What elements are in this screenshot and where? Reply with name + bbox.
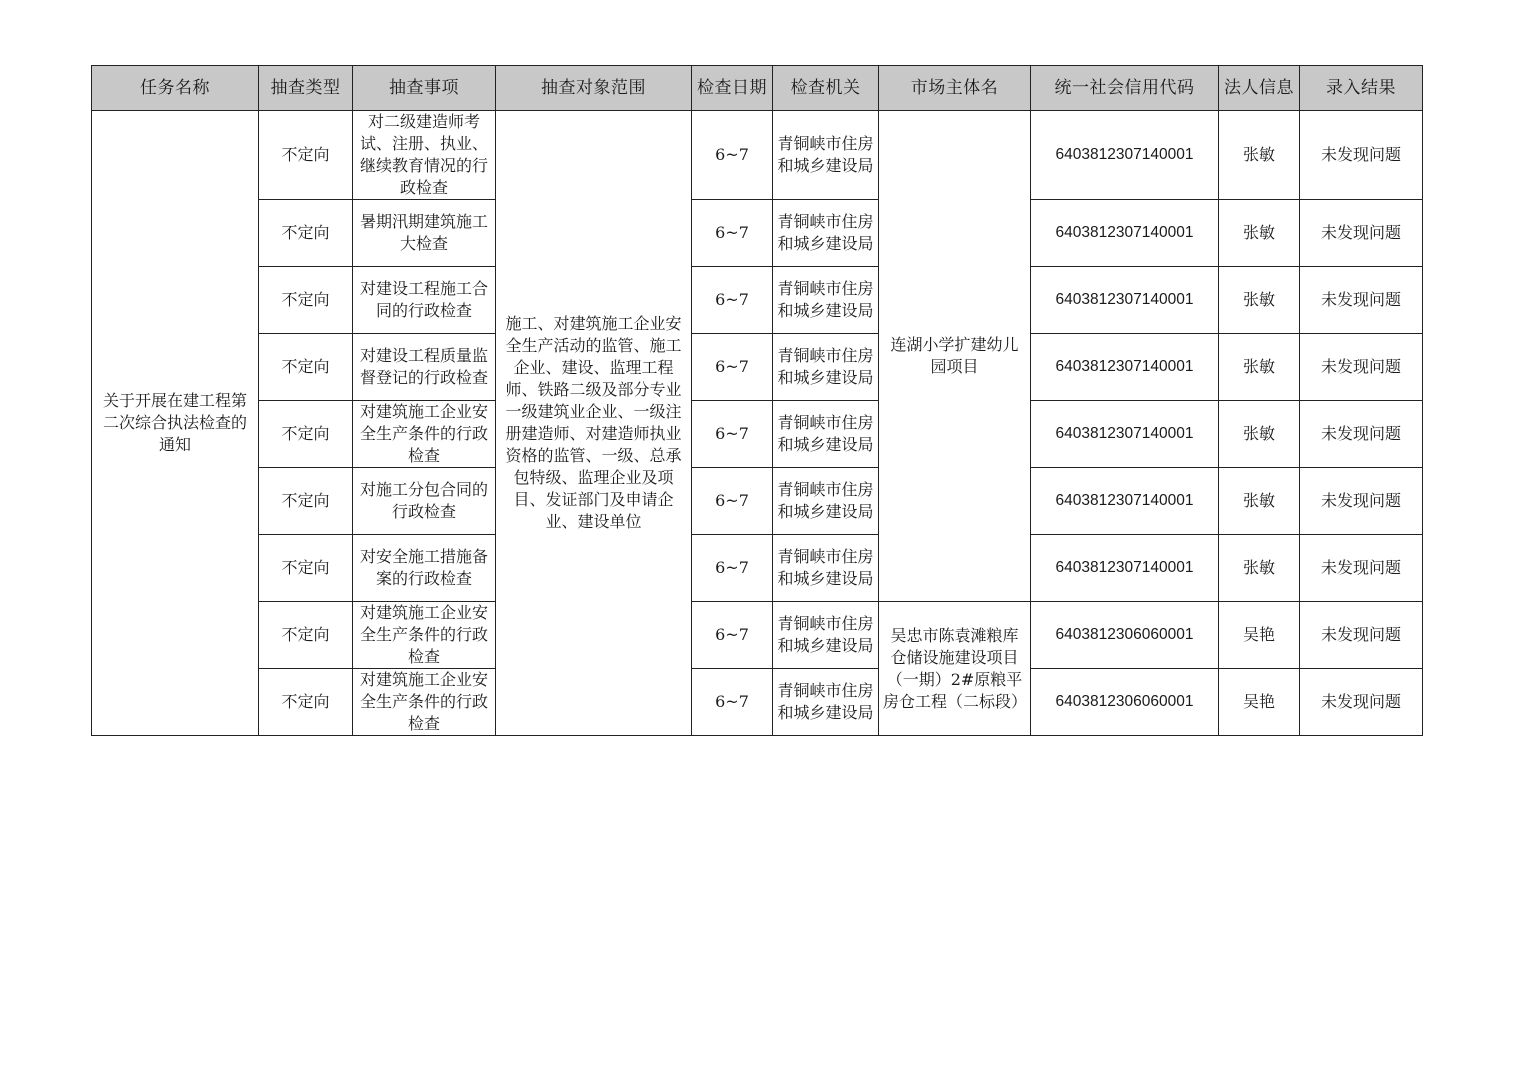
date-cell: 6~7 [692,111,773,200]
agency-cell: 青铜峡市住房和城乡建设局 [773,535,879,602]
result-cell: 未发现问题 [1300,602,1423,669]
legal-person-cell: 张敏 [1219,468,1300,535]
scope-cell: 施工、对建筑施工企业安全生产活动的监管、施工企业、建设、监理工程师、铁路二级及部分专业一级建筑业企业、一级注册建造师、对建造师执业资格的监管、一级、总承包特级、监理企业及项目、发证部门及申请企业、建设单位 [496,111,692,736]
entity-cell: 吴忠市陈袁滩粮库仓储设施建设项目（一期）2#原粮平房仓工程（二标段） [879,602,1031,736]
header-entity: 市场主体名 [879,66,1031,111]
table-row [92,401,1423,468]
agency-cell: 青铜峡市住房和城乡建设局 [773,334,879,401]
agency-cell: 青铜峡市住房和城乡建设局 [773,669,879,736]
legal-person-cell: 张敏 [1219,535,1300,602]
agency-cell: 青铜峡市住房和城乡建设局 [773,468,879,535]
check-item-cell: 对二级建造师考试、注册、执业、继续教育情况的行政检查 [353,111,496,200]
legal-person-cell: 张敏 [1219,401,1300,468]
check-item-cell: 对建设工程施工合同的行政检查 [353,267,496,334]
date-cell: 6~7 [692,200,773,267]
result-cell: 未发现问题 [1300,401,1423,468]
agency-cell: 青铜峡市住房和城乡建设局 [773,602,879,669]
header-date: 检查日期 [692,66,773,111]
credit-code-cell: 6403812306060001 [1031,669,1219,736]
result-cell: 未发现问题 [1300,200,1423,267]
check-type-cell: 不定向 [259,401,353,468]
check-type-cell: 不定向 [259,334,353,401]
check-type-cell: 不定向 [259,535,353,602]
legal-person-cell: 张敏 [1219,200,1300,267]
credit-code-cell: 6403812307140001 [1031,468,1219,535]
table-row [92,111,1423,200]
date-cell: 6~7 [692,401,773,468]
check-item-cell: 对施工分包合同的行政检查 [353,468,496,535]
header-agency: 检查机关 [773,66,879,111]
agency-cell: 青铜峡市住房和城乡建设局 [773,401,879,468]
legal-person-cell: 张敏 [1219,111,1300,200]
entity-cell: 连湖小学扩建幼儿园项目 [879,111,1031,602]
check-item-cell: 对建设工程质量监督登记的行政检查 [353,334,496,401]
legal-person-cell: 吴艳 [1219,602,1300,669]
result-cell: 未发现问题 [1300,334,1423,401]
legal-person-cell: 吴艳 [1219,669,1300,736]
header-result: 录入结果 [1300,66,1423,111]
date-cell: 6~7 [692,267,773,334]
check-type-cell: 不定向 [259,267,353,334]
check-item-cell: 对建筑施工企业安全生产条件的行政检查 [353,669,496,736]
credit-code-cell: 6403812306060001 [1031,602,1219,669]
table-row [92,602,1423,669]
check-type-cell: 不定向 [259,669,353,736]
table-row [92,468,1423,535]
check-item-cell: 对建筑施工企业安全生产条件的行政检查 [353,401,496,468]
date-cell: 6~7 [692,602,773,669]
check-type-cell: 不定向 [259,602,353,669]
check-type-cell: 不定向 [259,200,353,267]
date-cell: 6~7 [692,334,773,401]
table-row [92,267,1423,334]
inspection-table [91,65,1423,736]
credit-code-cell: 6403812307140001 [1031,535,1219,602]
credit-code-cell: 6403812307140001 [1031,267,1219,334]
header-task-name: 任务名称 [92,66,259,111]
agency-cell: 青铜峡市住房和城乡建设局 [773,267,879,334]
header-row [92,66,1423,111]
check-type-cell: 不定向 [259,468,353,535]
result-cell: 未发现问题 [1300,669,1423,736]
result-cell: 未发现问题 [1300,267,1423,334]
check-type-cell: 不定向 [259,111,353,200]
header-legal-person: 法人信息 [1219,66,1300,111]
task-name-cell: 关于开展在建工程第二次综合执法检查的通知 [92,111,259,736]
credit-code-cell: 6403812307140001 [1031,111,1219,200]
result-cell: 未发现问题 [1300,468,1423,535]
date-cell: 6~7 [692,468,773,535]
table-row [92,535,1423,602]
header-check-type: 抽查类型 [259,66,353,111]
check-item-cell: 对安全施工措施备案的行政检查 [353,535,496,602]
check-item-cell: 对建筑施工企业安全生产条件的行政检查 [353,602,496,669]
credit-code-cell: 6403812307140001 [1031,200,1219,267]
date-cell: 6~7 [692,669,773,736]
result-cell: 未发现问题 [1300,111,1423,200]
credit-code-cell: 6403812307140001 [1031,334,1219,401]
result-cell: 未发现问题 [1300,535,1423,602]
header-scope: 抽查对象范围 [496,66,692,111]
agency-cell: 青铜峡市住房和城乡建设局 [773,200,879,267]
table-row [92,334,1423,401]
date-cell: 6~7 [692,535,773,602]
header-check-item: 抽查事项 [353,66,496,111]
credit-code-cell: 6403812307140001 [1031,401,1219,468]
check-item-cell: 暑期汛期建筑施工大检查 [353,200,496,267]
table-row [92,200,1423,267]
legal-person-cell: 张敏 [1219,334,1300,401]
table-row [92,669,1423,736]
header-credit-code: 统一社会信用代码 [1031,66,1219,111]
agency-cell: 青铜峡市住房和城乡建设局 [773,111,879,200]
legal-person-cell: 张敏 [1219,267,1300,334]
